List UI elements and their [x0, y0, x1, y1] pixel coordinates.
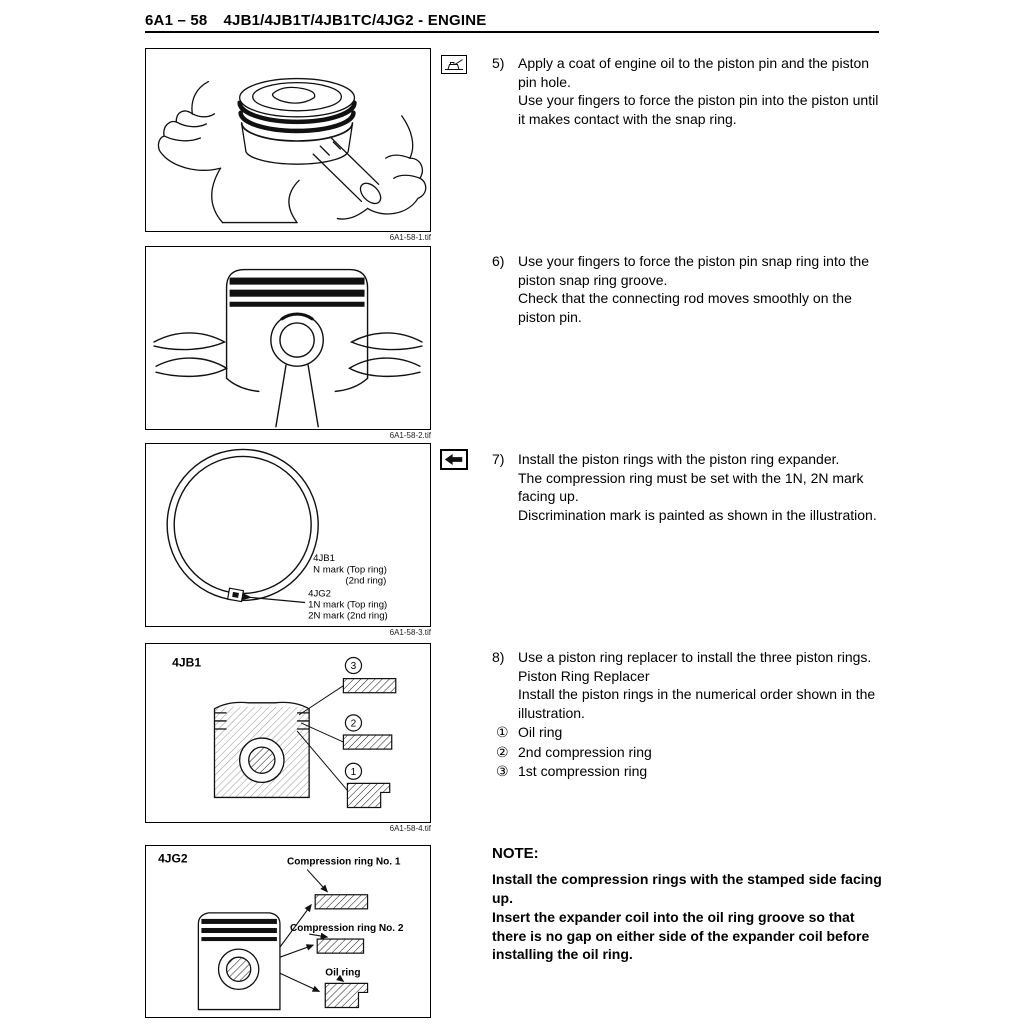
- page-number: 6A1 – 58: [145, 12, 208, 29]
- figure-ring-marks: [145, 443, 431, 627]
- note-paragraph: Install the compression rings with the stamped side facing up.: [492, 871, 882, 906]
- fig5-ring1-label: Compression ring No. 1: [286, 856, 401, 868]
- step-7: [492, 450, 882, 524]
- fig5-ring2-label: Compression ring No. 2: [290, 922, 404, 934]
- step-text: [518, 450, 882, 524]
- step-paragraph: Install the piston rings in the numerical order shown in the illustration.: [518, 686, 876, 721]
- fig3-mark-2n: 2N mark (2nd ring): [308, 610, 388, 622]
- figure-caption: 6A1-58-4.tif: [389, 824, 431, 833]
- list-item-label: 2nd compression ring: [518, 743, 652, 760]
- step-paragraph: Install the piston rings with the piston ring expander.: [518, 451, 840, 467]
- fig4-number-2: 2: [350, 718, 357, 730]
- fig5-label: 4JG2: [158, 851, 188, 866]
- ring-order-illustration-4jg2: [146, 846, 430, 1017]
- step-number: 6): [492, 253, 505, 269]
- step-paragraph: Check that the connecting rod moves smoothly on the piston pin.: [518, 290, 852, 325]
- list-item-label: Oil ring: [518, 724, 563, 740]
- ring-order-illustration-4jb1: [146, 644, 430, 822]
- step-text: [518, 54, 882, 128]
- step-paragraph: Use a piston ring replacer to install the three piston rings.: [518, 649, 872, 665]
- list-item: [496, 723, 882, 742]
- step-text: [518, 252, 882, 326]
- ring-mark-illustration: [146, 444, 430, 626]
- step-paragraph: Discrimination mark is painted as shown in the illustration.: [518, 506, 877, 523]
- list-item: [496, 762, 882, 781]
- page-title: 4JB1/4JB1T/4JB1TC/4JG2 - ENGINE: [223, 12, 487, 29]
- circled-number-2: ②: [496, 743, 509, 760]
- step-number: 5): [492, 55, 505, 71]
- page-header: [145, 12, 879, 29]
- step-paragraph: Apply a coat of engine oil to the piston pin and the piston pin hole.: [518, 55, 870, 90]
- circled-number-3: ③: [496, 763, 509, 779]
- step-8: [492, 648, 882, 781]
- list-item-label: 1st compression ring: [518, 763, 648, 779]
- step-paragraph: Piston Ring Replacer: [518, 667, 650, 684]
- figure-caption: 6A1-58-2.tif: [389, 431, 431, 440]
- figure-snap-ring-install: [145, 246, 431, 430]
- step-number: 7): [492, 451, 505, 467]
- fig4-number-1: 1: [350, 766, 357, 778]
- step-5: [492, 54, 882, 128]
- figure-4jb1-ring-order: [145, 643, 431, 823]
- left-arrow-icon: [440, 449, 468, 470]
- figure-caption: 6A1-58-3.tif: [389, 628, 431, 637]
- fig4-label: 4JB1: [172, 655, 202, 670]
- circled-number-1: ①: [496, 724, 509, 740]
- figure-caption: 6A1-58-1.tif: [389, 233, 431, 242]
- snap-ring-illustration: [146, 247, 430, 429]
- fig4-number-3: 3: [350, 661, 357, 673]
- fig3-n-mark-2nd: (2nd ring): [345, 575, 387, 587]
- list-item: [496, 743, 882, 762]
- note-paragraph: Insert the expander coil into the oil ring groove so that there is no gap on either side of the expander coil before installing the oil ring.: [492, 909, 870, 962]
- fig3-label-4jg2: 4JG2: [308, 588, 331, 600]
- step-paragraph: Use your fingers to force the piston pin into the piston until it makes contact with the snap ring.: [518, 92, 879, 127]
- note-title: NOTE:: [492, 845, 539, 862]
- figure-piston-pin-insertion: [145, 48, 431, 232]
- fig3-n-mark-top: N mark (Top ring): [313, 564, 387, 576]
- fig3-mark-1n: 1N mark (Top ring): [308, 599, 388, 611]
- header-divider: [145, 31, 879, 33]
- figure-4jg2-ring-order: [145, 845, 431, 1018]
- step-paragraph: The compression ring must be set with the 1N, 2N mark facing up.: [518, 469, 864, 504]
- step-6: [492, 252, 882, 326]
- fig3-label-4jb1: 4JB1: [313, 553, 335, 565]
- piston-pin-insertion-illustration: [146, 49, 430, 231]
- step-number: 8): [492, 649, 505, 665]
- fig5-ring3-label: Oil ring: [325, 967, 361, 979]
- step-paragraph: Use your fingers to force the piston pin snap ring into the piston snap ring groove.: [518, 253, 869, 288]
- step-text: [496, 648, 882, 781]
- oil-can-icon: [441, 55, 467, 74]
- note-block: [492, 845, 882, 964]
